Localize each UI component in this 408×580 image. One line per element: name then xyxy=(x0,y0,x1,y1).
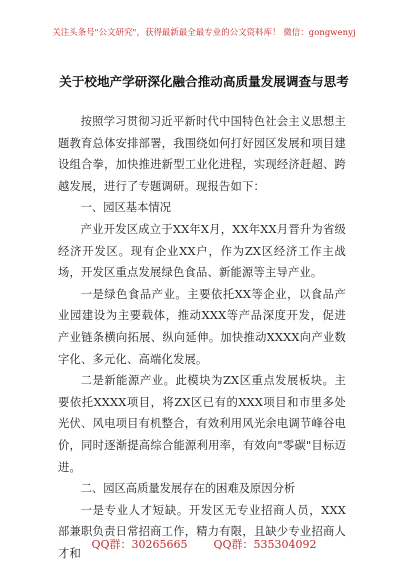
document-title: 关于校地产学研深化融合推动高质量发展调查与思考 xyxy=(59,74,349,89)
section-heading-2: 二、园区高质量发展存在的困难及原因分析 xyxy=(80,482,296,496)
document-body xyxy=(58,111,346,564)
paragraph-intro: 按照学习贯彻习近平新时代中国特色社会主义思想主题教育总体安排部署，我围绕如何打好园区发展和项目建设组合拳，加快推进新型工业化进程，实现经济赶超、跨越发展，进行了专题调研。现报告如下： xyxy=(58,115,346,193)
paragraph-talent-shortage: 一是专业人才短缺。开发区无专业招商人员，XXX部兼职负责日常招商工作，精力有限，且缺少专业招商人才和 xyxy=(58,503,346,560)
paragraph-new-energy: 二是新能源产业。此模块为ZX区重点发展板块。主要依托XXXX项目，将ZX区已有的XXX项目和市里多处光伏、风电项目有机整合，有效利用风光余电调节峰谷电价，同时逐渐提高综合能源利用率，有效向"零碳"目标迈进。 xyxy=(58,374,346,474)
paragraph-overview: 产业开发区成立于XX年X月，XX年XX月晋升为省级经济开发区。现有企业XX户，作为ZX区经济工作主战场，开发区重点发展绿色食品、新能源等主导产业。 xyxy=(58,222,346,280)
qq-group-1: QQ群：30265665 xyxy=(91,538,188,551)
qq-group-2: QQ群：535304092 xyxy=(213,538,317,551)
section-heading-1: 一、园区基本情况 xyxy=(80,201,171,215)
paragraph-green-food: 一是绿色食品产业。主要依托XX等企业，以食品产业园建设为主要载体，推动XXX等产品深度开发，促进产业链条横向拓展、纵向延伸。加快推动XXXX向产业数字化、多元化、高端化发展。 xyxy=(58,287,346,366)
promo-banner: 关注头条号"公文研究"，获得最新最全最专业的公文资料库！ 微信：gongwenyj xyxy=(52,27,356,37)
footer-contacts xyxy=(0,536,408,552)
